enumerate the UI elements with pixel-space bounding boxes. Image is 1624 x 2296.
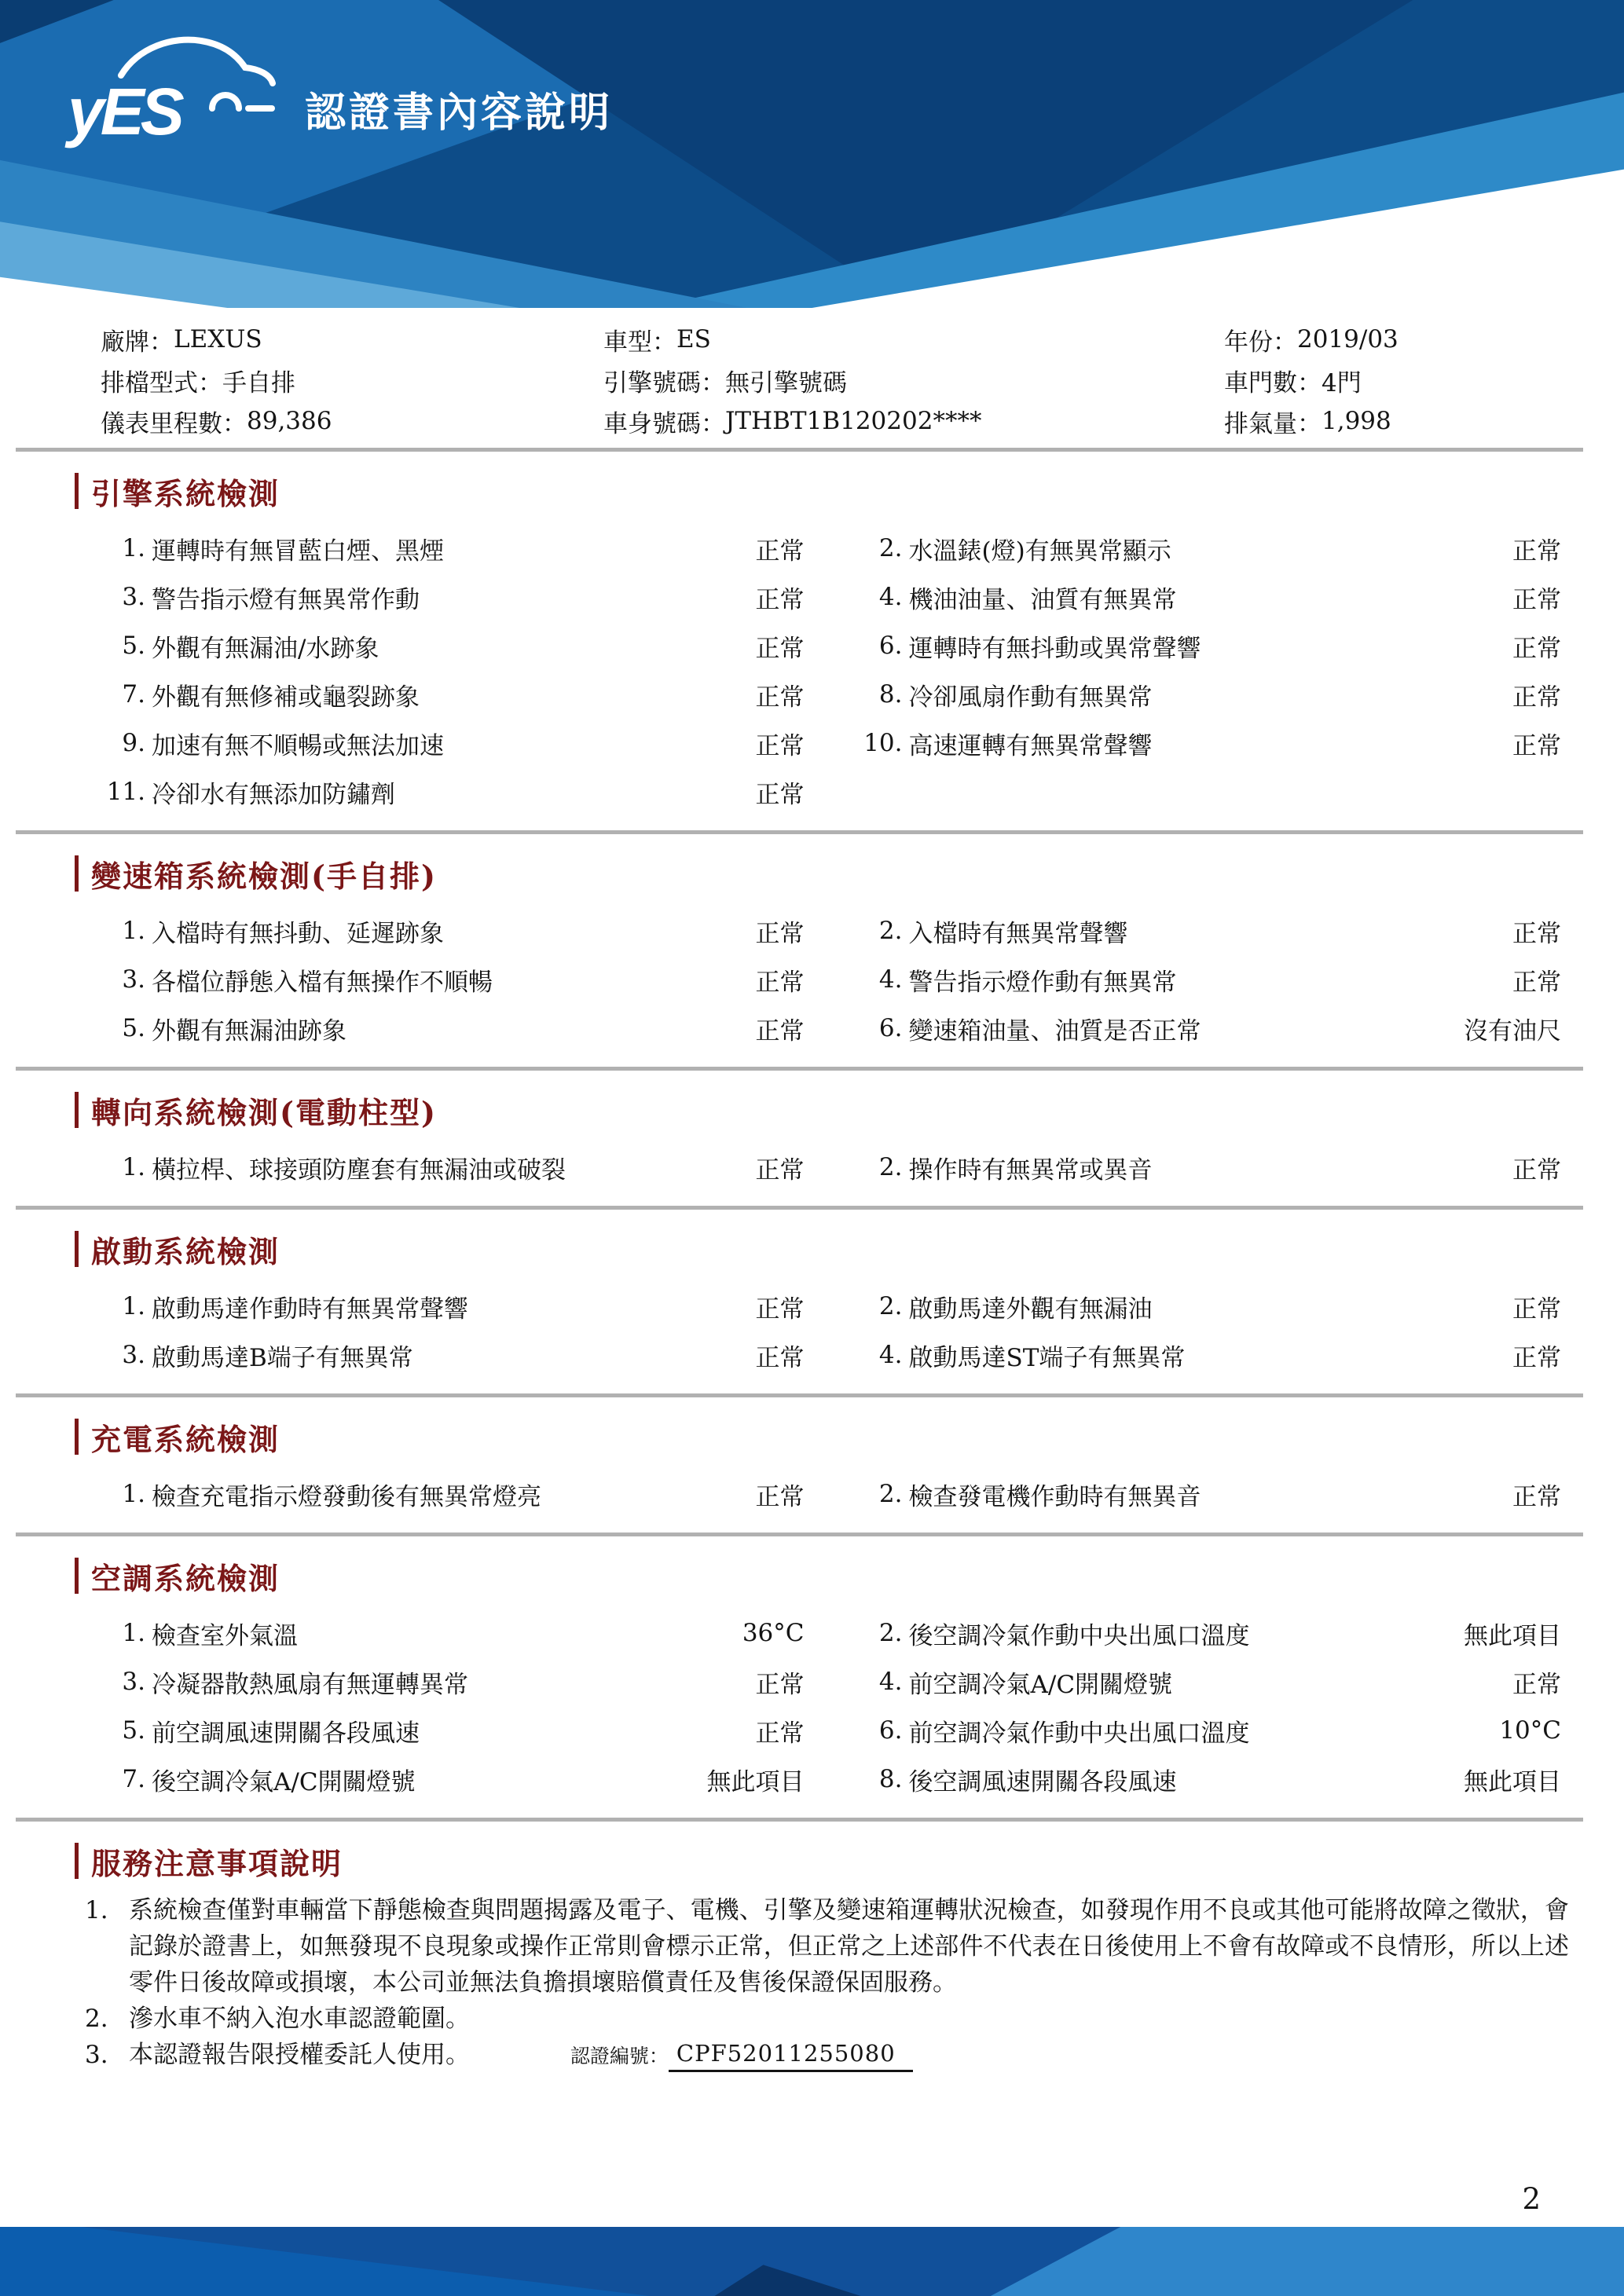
item-label: 外觀有無漏油跡象 — [152, 1016, 346, 1045]
item-value: 正常 — [755, 1343, 805, 1372]
item-value: 正常 — [755, 1719, 805, 1748]
item-number: 7. — [122, 680, 145, 709]
inspection-item — [79, 580, 805, 615]
field-label: 車門數： — [1224, 368, 1322, 397]
item-value: 正常 — [1512, 1294, 1561, 1324]
inspection-item — [79, 1289, 805, 1324]
inspection-item — [79, 531, 805, 566]
item-row — [79, 1282, 1561, 1331]
field-value: 無引擎號碼 — [725, 368, 847, 397]
item-value: 正常 — [755, 1016, 805, 1045]
inspection-item — [836, 1338, 1562, 1373]
item-value: 無此項目 — [706, 1767, 805, 1796]
item-value: 36°C — [742, 1619, 805, 1647]
section-title-starter — [75, 1230, 1624, 1268]
item-value: 正常 — [755, 1670, 805, 1699]
certificate-number-label: 認證編號： — [570, 2045, 669, 2067]
item-number: 2. — [878, 1153, 903, 1181]
item-row — [79, 524, 1561, 573]
item-number: 1. — [122, 1292, 145, 1320]
section-title-text: 空調系統檢測 — [91, 1560, 280, 1596]
item-label: 入檔時有無異常聲響 — [908, 919, 1128, 948]
item-number: 1. — [122, 1619, 145, 1647]
item-label: 前空調冷氣作動中央出風口溫度 — [908, 1719, 1250, 1748]
inspection-item — [836, 1616, 1562, 1651]
section-items-transmission — [79, 906, 1561, 1053]
inspection-item — [79, 1011, 805, 1046]
item-row — [79, 1143, 1561, 1192]
item-value: 正常 — [1512, 683, 1561, 712]
item-row — [79, 955, 1561, 1004]
inspection-item — [79, 1664, 805, 1700]
item-row — [79, 621, 1561, 670]
item-label: 警告指示燈作動有無異常 — [908, 968, 1177, 997]
note-item — [85, 2001, 1569, 2037]
item-number: 3. — [122, 1341, 145, 1369]
item-label: 啟動馬達外觀有無漏油 — [908, 1294, 1153, 1324]
inspection-item — [79, 1150, 805, 1185]
section-title-text: 變速箱系統檢測(手自排) — [91, 858, 437, 894]
vehicle-info-field-year — [1224, 319, 1593, 360]
item-number: 2. — [878, 917, 903, 945]
vehicle-info — [0, 308, 1624, 448]
inspection-item — [79, 1713, 805, 1749]
item-value: 無此項目 — [1464, 1767, 1561, 1796]
inspection-item — [836, 962, 1562, 998]
field-label: 廠牌： — [101, 328, 174, 357]
item-label: 加速有無不順暢或無法加速 — [152, 731, 444, 760]
inspection-item — [79, 914, 805, 949]
page-number: 2 — [1522, 2182, 1541, 2216]
item-value: 正常 — [755, 1482, 805, 1511]
item-number: 5. — [122, 1014, 145, 1042]
item-label: 變速箱油量、油質是否正常 — [908, 1016, 1201, 1045]
vehicle-info-field-engine-no — [603, 360, 1224, 401]
inspection-item — [836, 1477, 1562, 1512]
field-label: 排檔型式： — [101, 368, 222, 397]
item-value: 正常 — [755, 683, 805, 712]
section-title-bar — [75, 855, 79, 892]
item-label: 後空調風速開關各段風速 — [908, 1767, 1177, 1796]
inspection-item — [836, 726, 1562, 761]
inspection-item — [79, 677, 805, 712]
section-title-bar — [75, 1843, 79, 1879]
item-number: 7. — [122, 1765, 145, 1793]
note-number: 1. — [85, 1896, 108, 1924]
section-title-bar — [75, 1231, 79, 1267]
inspection-item — [836, 677, 1562, 712]
footer-band — [0, 2227, 1624, 2296]
vehicle-info-column-3 — [1224, 319, 1593, 441]
item-value: 正常 — [755, 1155, 805, 1185]
item-label: 冷卻水有無添加防鏽劑 — [152, 780, 395, 809]
note-text: 滲水車不納入泡水車認證範圍。 — [129, 2005, 470, 2033]
inspection-item — [836, 531, 1562, 566]
vehicle-info-column-2 — [603, 319, 1224, 441]
vehicle-info-field-brand — [101, 319, 603, 360]
vehicle-info-column-1 — [101, 319, 603, 441]
item-number: 1. — [122, 1480, 145, 1508]
inspection-item — [79, 962, 805, 998]
item-row — [79, 1331, 1561, 1379]
inspection-item — [836, 628, 1562, 664]
field-label: 車型： — [603, 328, 676, 357]
item-number: 2. — [878, 1292, 903, 1320]
note-text: 系統檢查僅對車輛當下靜態檢查與問題揭露及電子、電機、引擎及變速箱運轉狀況檢查，如發現作用不良或其他可能將故障之徵狀，會記錄於證書上，如無發現不良現象或操作正常則會標示正常，但正常之上述部件不代表在日後使用上不會有故障或不良情形，所以上述零件日後故障或損壞，本公司並無法負擔損壞賠償責任及售後保證保固服務。 — [129, 1896, 1569, 1997]
item-number: 8. — [878, 1765, 903, 1793]
field-label: 年份： — [1224, 328, 1297, 357]
item-label: 操作時有無異常或異音 — [908, 1155, 1153, 1185]
item-row — [79, 1470, 1561, 1518]
item-value: 10°C — [1499, 1716, 1561, 1745]
section-items-charging — [79, 1470, 1561, 1518]
service-notes — [85, 1892, 1569, 2073]
item-label: 外觀有無漏油/水跡象 — [152, 634, 379, 663]
item-label: 後空調冷氣A/C開關燈號 — [152, 1767, 416, 1796]
inspection-item — [79, 1477, 805, 1512]
item-value: 正常 — [1512, 1670, 1561, 1699]
section-title-bar — [75, 1092, 79, 1128]
section-title-engine — [75, 472, 1624, 510]
section-divider — [16, 1067, 1583, 1071]
field-value: JTHBT1B120202**** — [725, 407, 982, 435]
item-row — [79, 1755, 1561, 1803]
section-divider — [16, 1206, 1583, 1210]
section-divider — [16, 448, 1583, 452]
inspection-item — [79, 1762, 805, 1797]
inspection-item — [79, 1338, 805, 1373]
item-row — [79, 1004, 1561, 1053]
certificate-number: CPF52011255080 — [669, 2038, 913, 2072]
item-label: 橫拉桿、球接頭防塵套有無漏油或破裂 — [152, 1155, 566, 1185]
section-items-starter — [79, 1282, 1561, 1379]
item-row — [79, 1706, 1561, 1755]
item-number: 2. — [878, 1480, 903, 1508]
item-label: 入檔時有無抖動、延遲跡象 — [152, 919, 444, 948]
section-title-bar — [75, 1558, 79, 1594]
note-item — [85, 1892, 1569, 2001]
inspection-item — [79, 726, 805, 761]
item-value: 正常 — [755, 536, 805, 566]
item-value: 正常 — [1512, 536, 1561, 566]
item-label: 運轉時有無抖動或異常聲響 — [908, 634, 1201, 663]
item-label: 冷卻風扇作動有無異常 — [908, 683, 1153, 712]
field-label: 引擎號碼： — [603, 368, 725, 397]
item-label: 運轉時有無冒藍白煙、黑煙 — [152, 536, 444, 566]
field-label: 車身號碼： — [603, 409, 725, 438]
header-content — [68, 50, 614, 148]
section-title-text: 引擎系統檢測 — [91, 475, 280, 511]
item-value: 正常 — [755, 780, 805, 809]
item-value: 正常 — [1512, 919, 1561, 948]
field-label: 儀表里程數： — [101, 409, 247, 438]
field-value: 89,386 — [247, 407, 332, 435]
item-number: 4. — [878, 1668, 903, 1696]
item-value: 正常 — [755, 634, 805, 663]
item-label: 啟動馬達ST端子有無異常 — [908, 1343, 1186, 1372]
item-label: 外觀有無修補或龜裂跡象 — [152, 683, 420, 712]
vehicle-info-field-mileage — [101, 401, 603, 441]
section-title-transmission — [75, 855, 1624, 892]
item-value: 正常 — [1512, 634, 1561, 663]
field-value: 2019/03 — [1297, 325, 1399, 353]
section-title-charging — [75, 1418, 1624, 1456]
section-title-aircon — [75, 1557, 1624, 1595]
item-label: 前空調風速開關各段風速 — [152, 1719, 420, 1748]
section-divider — [16, 1818, 1583, 1822]
section-title-text: 充電系統檢測 — [91, 1421, 280, 1457]
page-title: 認證書內容說明 — [305, 90, 614, 136]
inspection-item — [836, 1150, 1562, 1185]
note-number: 3. — [85, 2041, 108, 2069]
section-title-bar — [75, 1419, 79, 1455]
item-label: 前空調冷氣A/C開關燈號 — [908, 1670, 1173, 1699]
inspection-item — [79, 1616, 805, 1651]
item-label: 檢查發電機作動時有無異音 — [908, 1482, 1201, 1511]
item-number: 6. — [878, 632, 903, 660]
inspection-item — [79, 774, 805, 810]
item-number: 1. — [122, 917, 145, 945]
item-row — [79, 670, 1561, 719]
item-value: 正常 — [1512, 1482, 1561, 1511]
item-value: 正常 — [755, 585, 805, 614]
note-number: 2. — [85, 2005, 108, 2033]
item-label: 高速運轉有無異常聲響 — [908, 731, 1153, 760]
field-label: 排氣量： — [1224, 409, 1322, 438]
item-number: 3. — [122, 583, 145, 611]
item-number: 8. — [878, 680, 903, 709]
item-value: 正常 — [1512, 585, 1561, 614]
section-title-text: 服務注意事項說明 — [91, 1845, 343, 1881]
item-value: 正常 — [1512, 1155, 1561, 1185]
item-value: 正常 — [1512, 1343, 1561, 1372]
item-value: 無此項目 — [1464, 1621, 1561, 1650]
item-number: 9. — [122, 729, 145, 757]
item-label: 檢查室外氣溫 — [152, 1621, 298, 1650]
field-value: 4門 — [1322, 368, 1362, 397]
inspection-item — [79, 628, 805, 664]
item-number: 1. — [122, 534, 145, 562]
section-items-steering — [79, 1143, 1561, 1192]
section-title-text: 轉向系統檢測(電動柱型) — [91, 1094, 437, 1130]
item-label: 水溫錶(燈)有無異常顯示 — [908, 536, 1171, 566]
vehicle-info-field-gearbox — [101, 360, 603, 401]
field-value: 1,998 — [1322, 407, 1391, 435]
item-value: 正常 — [755, 919, 805, 948]
note-text — [129, 2037, 1569, 2073]
inspection-item — [836, 1762, 1562, 1797]
item-label: 檢查充電指示燈發動後有無異常燈亮 — [152, 1482, 541, 1511]
item-number: 4. — [878, 583, 903, 611]
inspection-item — [836, 1713, 1562, 1749]
item-number: 5. — [122, 632, 145, 660]
section-title-bar — [75, 473, 79, 509]
brand-logo-text: yES — [68, 75, 181, 148]
item-label: 冷凝器散熱風扇有無運轉異常 — [152, 1670, 468, 1699]
section-divider — [16, 1532, 1583, 1536]
certificate-number-block — [570, 2038, 913, 2072]
note-text-inner: 本認證報告限授權委託人使用。 — [129, 2041, 470, 2069]
item-number: 6. — [878, 1716, 903, 1745]
vehicle-info-field-doors — [1224, 360, 1593, 401]
item-value: 正常 — [1512, 968, 1561, 997]
item-row — [79, 1657, 1561, 1706]
item-row — [79, 573, 1561, 621]
brand-logo — [68, 50, 278, 148]
note-item — [85, 2037, 1569, 2073]
item-value: 正常 — [755, 968, 805, 997]
section-divider — [16, 830, 1583, 834]
header-banner — [0, 0, 1624, 308]
item-number: 4. — [878, 965, 903, 994]
item-label: 機油油量、油質有無異常 — [908, 585, 1177, 614]
item-number: 2. — [878, 534, 903, 562]
vehicle-info-field-vin — [603, 401, 1224, 441]
vehicle-info-field-model — [603, 319, 1224, 360]
inspection-item — [836, 1011, 1562, 1046]
item-number: 3. — [122, 1668, 145, 1696]
item-value: 正常 — [755, 731, 805, 760]
item-value: 正常 — [1512, 731, 1561, 760]
inspection-item — [836, 914, 1562, 949]
field-value: ES — [676, 325, 711, 353]
item-label: 啟動馬達B端子有無異常 — [152, 1343, 413, 1372]
section-divider — [16, 1393, 1583, 1397]
inspection-item — [836, 580, 1562, 615]
item-number: 5. — [122, 1716, 145, 1745]
item-label: 各檔位靜態入檔有無操作不順暢 — [152, 968, 493, 997]
item-number: 3. — [122, 965, 145, 994]
inspection-item — [836, 1664, 1562, 1700]
item-label: 後空調冷氣作動中央出風口溫度 — [908, 1621, 1250, 1650]
inspection-item — [836, 1289, 1562, 1324]
item-value: 沒有油尺 — [1464, 1016, 1561, 1045]
section-items-aircon — [79, 1609, 1561, 1803]
item-number: 1. — [122, 1153, 145, 1181]
item-row — [79, 906, 1561, 955]
section-title-service-notes — [75, 1842, 1624, 1880]
section-title-steering — [75, 1091, 1624, 1129]
item-number: 11. — [106, 778, 145, 806]
section-items-engine — [79, 524, 1561, 816]
item-label: 啟動馬達作動時有無異常聲響 — [152, 1294, 468, 1324]
item-number: 2. — [878, 1619, 903, 1647]
section-title-text: 啟動系統檢測 — [91, 1233, 280, 1269]
item-number: 10. — [863, 729, 903, 757]
item-row — [79, 1609, 1561, 1657]
item-value: 正常 — [755, 1294, 805, 1324]
item-label: 警告指示燈有無異常作動 — [152, 585, 420, 614]
field-value: LEXUS — [174, 325, 262, 353]
item-number: 4. — [878, 1341, 903, 1369]
item-number: 6. — [878, 1014, 903, 1042]
vehicle-info-field-displacement — [1224, 401, 1593, 441]
item-row — [79, 767, 1561, 816]
item-row — [79, 719, 1561, 767]
field-value: 手自排 — [222, 368, 295, 397]
